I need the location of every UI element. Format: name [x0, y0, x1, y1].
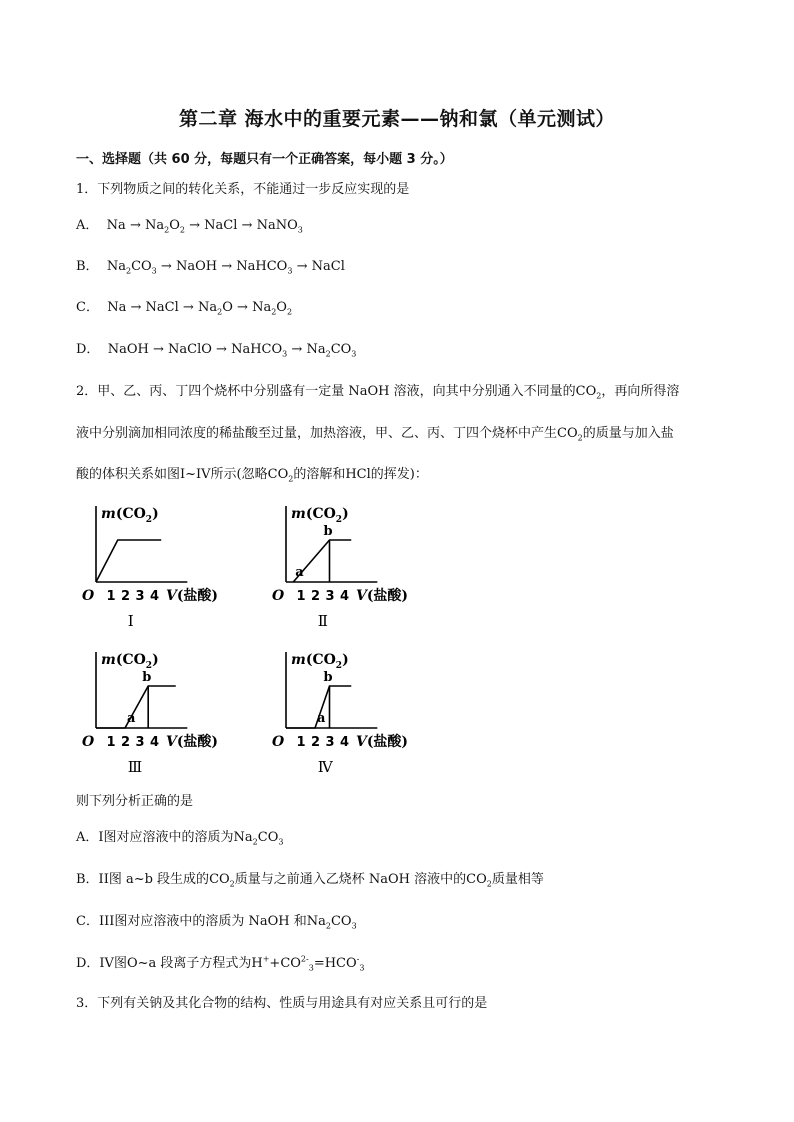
- option-label: D．: [76, 342, 100, 357]
- x-tick-label: 3: [135, 735, 145, 750]
- origin-label: O: [272, 588, 285, 604]
- graph-3: [80, 644, 230, 788]
- graph-2: [270, 498, 420, 642]
- question-2-line-1: 2．甲、乙、丙、丁四个烧杯中分别盛有一定量 NaOH 溶液，向其中分别通入不同量的$CO_2$，再向所得溶: [76, 384, 680, 401]
- q2-option-c[interactable]: C．III图对应溶液中的溶质为 NaOH 和$Na_2CO_3$: [76, 914, 357, 931]
- y-axis-label: $m(CO_2)$: [101, 652, 159, 671]
- graph-1: [80, 498, 230, 642]
- section-heading: 一、选择题（共 60 分，每题只有一个正确答案，每小题 3 分。）: [76, 152, 453, 167]
- x-tick-label: 4: [150, 735, 160, 750]
- x-tick-label: 1: [106, 735, 116, 750]
- q1-option-d[interactable]: D． NaOH → NaClO → NaHCO$_3$ → $Na_2CO_3$: [76, 342, 357, 359]
- y-axis-label: $m(CO_2)$: [291, 652, 349, 671]
- x-tick-label: 3: [135, 589, 145, 604]
- question-2-line-3: 酸的体积关系如图I~IV所示(忽略$CO_2$的溶解和HCl的挥发)：: [76, 467, 428, 484]
- x-tick-label: 1: [106, 589, 116, 604]
- data-line: [96, 540, 161, 582]
- graph-caption: Ⅳ: [317, 758, 333, 776]
- question-3-stem: 3．下列有关钠及其化合物的结构、性质与用途具有对应关系且可行的是: [76, 996, 488, 1011]
- point-b-label: b: [142, 670, 152, 685]
- graph-4: [270, 644, 420, 788]
- x-tick-label: 2: [121, 735, 131, 750]
- graph-caption: Ⅰ: [127, 612, 134, 630]
- x-tick-label: 3: [325, 589, 335, 604]
- x-tick-label: 3: [325, 735, 335, 750]
- graph-caption: Ⅱ: [317, 612, 328, 630]
- x-axis-label: V(盐酸): [165, 588, 219, 604]
- option-label: C．: [76, 300, 99, 315]
- x-axis-label: V(盐酸): [355, 588, 409, 604]
- data-line: [96, 686, 176, 728]
- option-label: B．: [76, 259, 99, 274]
- x-tick-label: 2: [121, 589, 131, 604]
- origin-label: O: [82, 734, 95, 750]
- x-tick-label: 4: [150, 589, 160, 604]
- y-axis-label: $m(CO_2)$: [291, 506, 349, 525]
- q1-option-b[interactable]: B． $Na_2CO_3$ → NaOH → NaHCO$_3$ → NaCl: [76, 259, 345, 276]
- question-2-prompt: 则下列分析正确的是: [76, 794, 194, 809]
- question-1-stem: 1．下列物质之间的转化关系，不能通过一步反应实现的是: [76, 182, 410, 197]
- point-a-label: a: [317, 711, 326, 726]
- option-label: A．: [76, 218, 99, 233]
- point-b-label: b: [323, 670, 333, 685]
- page-title: 第二章 海水中的重要元素——钠和氯（单元测试）: [178, 108, 616, 130]
- x-axis-label: V(盐酸): [165, 734, 219, 750]
- q1-option-c[interactable]: C． Na → NaCl → $Na_2O \to Na_2O_2$: [76, 300, 293, 317]
- graph-caption: Ⅲ: [127, 758, 143, 776]
- x-tick-label: 2: [311, 735, 321, 750]
- q2-option-b[interactable]: B．II图 a~b 段生成的$CO_2$质量与之前通入乙烧杯 NaOH 溶液中的$CO_2$质量相等: [76, 872, 544, 889]
- origin-label: O: [272, 734, 285, 750]
- x-tick-label: 1: [296, 735, 306, 750]
- point-a-label: a: [127, 711, 136, 726]
- x-tick-label: 4: [340, 589, 350, 604]
- q2-option-d[interactable]: D．IV图O~a 段离子方程式为$H^++CO^{2-}_3=HCO^-_3$: [76, 954, 365, 973]
- point-b-label: b: [323, 524, 333, 539]
- question-2-line-2: 液中分别滴加相同浓度的稀盐酸至过量，加热溶液，甲、乙、丙、丁四个烧杯中产生$CO_2$的质量与加入盐: [76, 426, 674, 443]
- y-axis-label: $m(CO_2)$: [101, 506, 159, 525]
- origin-label: O: [82, 588, 95, 604]
- x-tick-label: 1: [296, 589, 306, 604]
- point-a-label: a: [295, 565, 304, 580]
- q2-option-a[interactable]: A．I图对应溶液中的溶质为$Na_2CO_3$: [76, 830, 284, 847]
- x-tick-label: 2: [311, 589, 321, 604]
- x-axis-label: V(盐酸): [355, 734, 409, 750]
- x-tick-label: 4: [340, 735, 350, 750]
- q1-option-a[interactable]: A． $Na \to Na_2O_2$ → NaCl → NaNO$_3$: [76, 218, 303, 235]
